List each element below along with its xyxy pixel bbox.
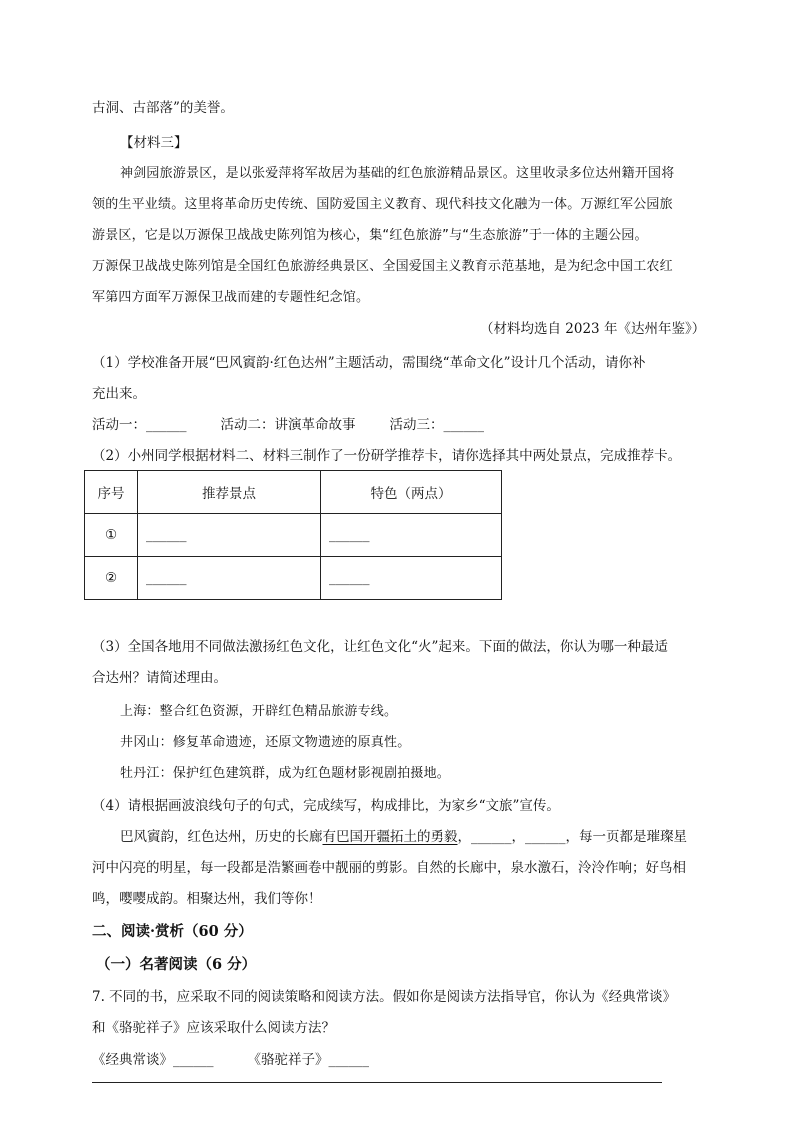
spot-blank[interactable]: ______ — [138, 557, 321, 600]
wavy-underlined-sentence: 有巴国开疆拓土的勇毅 — [322, 829, 458, 845]
activity-3-blank[interactable]: 活动三：______ — [389, 417, 484, 433]
table-row — [85, 514, 502, 557]
material3-line-5: 军第四方面军万源保卫战而建的专题性纪念馆。 — [92, 290, 370, 305]
material3-line-1: 神剑园旅游景区，是以张爱萍将军故居为基础的红色旅游精品景区。这里收录多位达州籍开国将 — [120, 166, 675, 181]
q1-line-2: 充出来。 — [92, 386, 146, 402]
row-num: ① — [85, 514, 138, 557]
q4-text: （4）请根据画波浪线句子的句式，完成续写，构成排比，为家乡“文旅”宣传。 — [92, 798, 560, 814]
answer-classics-blank[interactable]: 《经典常谈》______ — [92, 1052, 214, 1068]
q7-line-1: 7. 不同的书，应采取不同的阅读策略和阅读方法。假如你是阅读方法指导官，你认为《经典常谈》 — [92, 989, 677, 1005]
subsection-title: （一）名著阅读（6 分） — [96, 956, 257, 973]
row-num: ② — [85, 557, 138, 600]
activity-1-blank[interactable]: 活动一：______ — [92, 417, 187, 433]
q3-line-1: （3）全国各地用不同做法激扬红色文化，让红色文化“火”起来。下面的做法，你认为哪一种最适 — [92, 639, 668, 655]
header-num: 序号 — [85, 471, 138, 514]
q3-option-shanghai: 上海：整合红色资源，开辟红色精品旅游专线。 — [120, 704, 398, 719]
material3-title: 【材料三】 — [120, 135, 188, 151]
q2-text: （2）小州同学根据材料二、材料三制作了一份研学推荐卡，请你选择其中两处景点，完成推荐卡。 — [92, 448, 682, 464]
q1-line-1: （1）学校准备开展“巴风賨韵·红色达州”主题活动，需围绕“革命文化”设计几个活动，请你补 — [92, 355, 646, 371]
feature-blank[interactable]: ______ — [321, 514, 502, 557]
q3-line-2: 合达州？请简述理由。 — [92, 670, 227, 686]
answer-camel-xiangzi-blank[interactable]: 《骆驼祥子》______ — [247, 1052, 369, 1068]
material-source: （材料均选自 2023 年《达州年鉴》） — [480, 321, 706, 337]
q4-paragraph-line-1 — [120, 828, 687, 846]
material3-line-2: 领的生平业绩。这里将革命历史传统、国防爱国主义教育、现代科技文化融为一体。万源红军公园旅 — [92, 197, 673, 212]
table-header-row — [85, 471, 502, 514]
activity-2: 活动二：讲演革命故事 — [220, 417, 356, 433]
q3-option-mudanjiang: 牡丹江：保护红色建筑群，成为红色题材影视剧拍摄地。 — [120, 766, 451, 781]
q3-option-jinggangshan: 井冈山：修复革命遗迹，还原文物遗迹的原真性。 — [120, 735, 411, 750]
q7-line-2: 和《骆驼祥子》应该采取什么阅读方法？ — [92, 1020, 335, 1036]
q4-prefix: 巴风賨韵，红色达州，历史的长廊 — [120, 829, 323, 845]
header-spot: 推荐景点 — [138, 471, 321, 514]
answer-rule-line — [92, 1082, 662, 1083]
material3-line-4: 万源保卫战战史陈列馆是全国红色旅游经典景区、全国爱国主义教育示范基地，是为纪念中国工农红 — [92, 259, 673, 274]
recommend-card-table — [84, 470, 502, 600]
q7-answers — [92, 1051, 369, 1069]
q4-paragraph-line-2: 河中闪亮的明星，每一段都是浩繁画卷中靓丽的剪影。自然的长廊中，泉水激石，泠泠作响；好鸟相 — [92, 860, 686, 876]
feature-blank[interactable]: ______ — [321, 557, 502, 600]
q4-rest: 每一页都是璀璨星 — [579, 829, 687, 845]
material3-line-3: 游景区，它是以万源保卫战战史陈列馆为核心，集“红色旅游”与“生态旅游”于一体的主题公园。 — [92, 228, 648, 243]
intro-tail: 古洞、古部落”的美誉。 — [92, 100, 234, 116]
spot-blank[interactable]: ______ — [138, 514, 321, 557]
q1-activities — [92, 416, 484, 434]
section-title: 二、阅读·赏析（60 分） — [92, 923, 253, 940]
table-row — [85, 557, 502, 600]
q4-blanks[interactable]: ，______，______， — [457, 829, 579, 845]
header-feature: 特色（两点） — [321, 471, 502, 514]
q4-paragraph-line-3: 鸣，嘤嘤成韵。相聚达州，我们等你！ — [92, 891, 322, 907]
